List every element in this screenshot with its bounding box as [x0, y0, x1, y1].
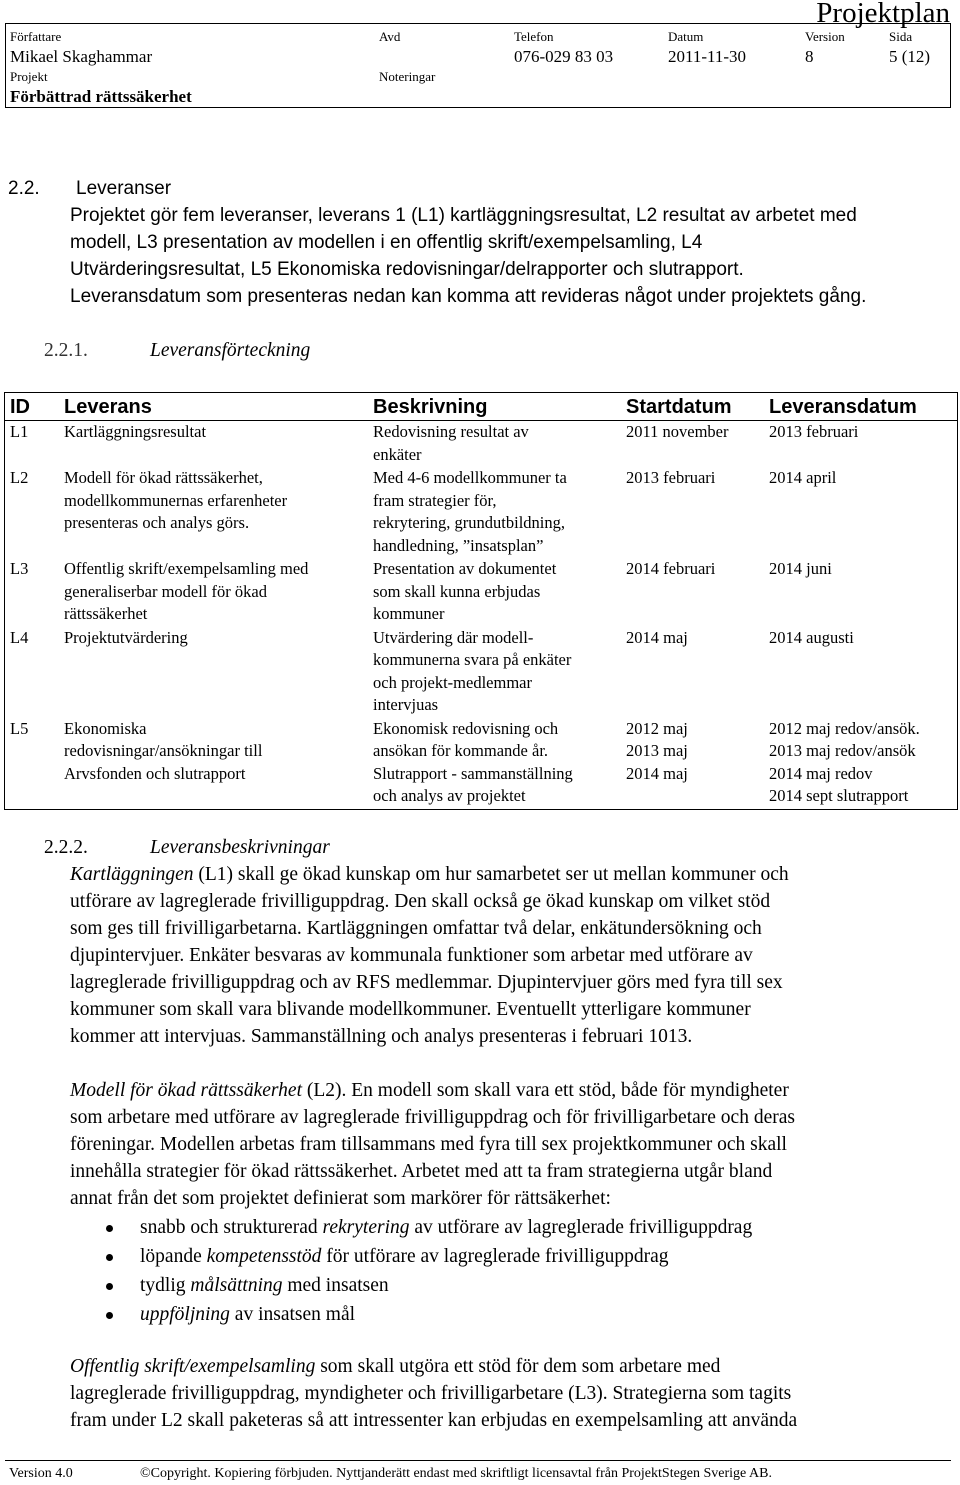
cell-beskrivning: [373, 627, 626, 718]
author-label: Författare: [10, 29, 62, 44]
text-run: med insatsen: [282, 1275, 389, 1296]
emphasis: kompetensstöd: [206, 1246, 322, 1267]
version-label: Version: [805, 29, 845, 44]
cell-line: som skall kunna erbjudas: [373, 581, 541, 601]
text-line: modell, L3 presentation av modellen i en offentlig skrift/exempelsamling, L4: [70, 232, 703, 253]
cell-line: och analys av projektet: [373, 786, 526, 805]
list-item: [70, 1242, 930, 1271]
text-line: utförare av lagreglerade frivilliguppdrag. Den skall också ge ökad kunskap om vilket stöd: [70, 891, 771, 912]
cell-beskrivning: [373, 718, 626, 810]
cell-line: 2014 augusti: [769, 627, 854, 647]
notes-label: Noteringar: [379, 69, 436, 84]
cell-beskrivning: [373, 467, 626, 558]
project-value: Förbättrad rättssäkerhet: [10, 87, 192, 106]
text-line: [70, 1077, 950, 1104]
col-header-leverans: Leverans: [64, 393, 373, 421]
dept-label: Avd: [379, 29, 401, 44]
term-modell: Modell för ökad rättssäkerhet: [70, 1080, 302, 1101]
section-heading-2-2-2: [44, 836, 330, 860]
text-line: föreningar. Modellen arbetas fram tillsammans med fyra till sex projektkommuner och skall: [70, 1134, 787, 1155]
cell-line: Slutrapport - sammanställning: [373, 763, 573, 783]
text-run: (L1) skall ge ökad kunskap om hur samarbetet ser ut mellan kommuner och: [193, 864, 789, 885]
text-run: som skall utgöra ett stöd för dem som arbetare med: [315, 1356, 721, 1377]
cell-leveransdatum: [769, 627, 958, 718]
cell-line: redovisningar/ansökningar till: [64, 741, 263, 760]
table-row: [5, 627, 958, 718]
text-run: snabb och strukturerad: [140, 1217, 323, 1238]
cell-line: 2014 maj redov: [769, 763, 873, 783]
section-title: Leveransförteckning: [150, 340, 311, 361]
cell-line: Ekonomisk redovisning och: [373, 718, 559, 738]
document-type-title: Projektplan: [816, 0, 950, 29]
cell-line: Arvsfonden och slutrapport: [64, 763, 246, 783]
section-title: Leveransbeskrivningar: [150, 837, 330, 858]
text-line: Utvärderingsresultat, L5 Ekonomiska redovisningar/delrapporter och slutrapport.: [70, 259, 744, 280]
cell-beskrivning: [373, 421, 626, 468]
cell-id: L3: [10, 559, 29, 578]
cell-startdatum: [626, 718, 769, 810]
cell-line: Med 4-6 modellkommuner ta: [373, 468, 567, 487]
cell-line: och projekt-medlemmar: [373, 672, 532, 692]
emphasis: rekrytering: [322, 1217, 410, 1238]
col-header-leveransdatum: Leveransdatum: [769, 393, 958, 421]
cell-line: 2013 maj redov/ansök: [769, 741, 916, 760]
cell-line: Utvärdering där modell-: [373, 627, 534, 647]
cell-leverans: [64, 627, 373, 718]
cell-line: 2014 sept slutrapport: [769, 786, 909, 805]
text-line: djupintervjuer. Enkäter besvaras av kommunala funktioner som arbetar med utförare av: [70, 945, 753, 966]
cell-line: Redovisning resultat av: [373, 422, 529, 441]
text-line: innehålla strategier för ökad rättssäkerhet. Arbetet med att ta fram strategierna utgår bland: [70, 1161, 773, 1182]
cell-leveransdatum: [769, 558, 958, 627]
table-row: [5, 718, 958, 810]
cell-beskrivning: [373, 558, 626, 627]
cell-line: 2014 maj: [626, 627, 688, 647]
text-line: kommuner som skall vara blivande modellkommuner. Eventuellt ytterligare kommuner: [70, 999, 751, 1020]
term-kartlaggningen: Kartläggningen: [70, 864, 194, 885]
text-run: för utförare av lagreglerade frivilliguppdrag: [321, 1246, 669, 1267]
cell-line: rekrytering, grundutbildning,: [373, 513, 566, 532]
text-line: Projektet gör fem leveranser, leverans 1 (L1) kartläggningsresultat, L2 resultat av arbetet med: [70, 205, 857, 226]
page-label: Sida: [889, 29, 913, 44]
cell-line: generaliserbar modell för ökad: [64, 581, 267, 601]
cell-line: presenteras och analys görs.: [64, 513, 250, 532]
emphasis: uppföljning: [140, 1304, 230, 1325]
text-line: som arbetare med utförare av lagreglerade frivilliguppdrag och för frivilligarbetare och deras: [70, 1107, 795, 1128]
text-line: Leveransdatum som presenteras nedan kan komma att revideras något under projektets gång.: [70, 286, 867, 307]
text-line: [70, 1353, 950, 1380]
section-title: Leveranser: [76, 178, 172, 199]
cell-line: kommuner: [373, 604, 445, 623]
page-value: 5 (12): [889, 47, 931, 66]
text-line: kommer att intervjuas. Sammanställning och analys presenteras i februari 1013.: [70, 1026, 693, 1047]
table-header-row: [5, 393, 958, 421]
section-number: 2.2.: [8, 178, 40, 199]
phone-label: Telefon: [514, 29, 554, 44]
footer-copyright: ©Copyright. Kopiering förbjuden. Nyttjanderätt endast med skriftligt licensavtal från ProjektStegen Sverige AB.: [140, 1466, 772, 1481]
cell-line: 2014 februari: [626, 559, 716, 578]
version-value: 8: [805, 47, 814, 66]
table-row: [5, 467, 958, 558]
cell-line: Modell för ökad rättssäkerhet,: [64, 468, 263, 487]
cell-leveransdatum: [769, 421, 958, 468]
term-offentlig-skrift: Offentlig skrift/exempelsamling: [70, 1356, 316, 1377]
text-run: (L2). En modell som skall vara ett stöd, både för myndigheter: [302, 1080, 789, 1101]
paragraph-modell: [70, 1077, 950, 1212]
text-run: av insatsen mål: [229, 1304, 356, 1325]
cell-line: 2013 februari: [769, 422, 859, 441]
text-line: fram under L2 skall paketeras så att intressenter kan erbjudas en exempelsamling att använda: [70, 1410, 798, 1431]
cell-leverans: [64, 718, 373, 810]
cell-line: 2011 november: [626, 422, 729, 441]
table-row: [5, 558, 958, 627]
text-line: lagreglerade frivilliguppdrag, myndigheter och frivilligarbetare (L3). Strategierna som tagits: [70, 1383, 792, 1404]
cell-id: L5: [10, 718, 29, 738]
section-number: 2.2.1.: [44, 340, 88, 361]
cell-line: 2012 maj redov/ansök.: [769, 718, 920, 738]
text-line: annat från det som projektet definierat som markörer för rättsäkerhet:: [70, 1188, 611, 1209]
cell-line: modellkommunernas erfarenheter: [64, 490, 288, 510]
cell-id: L4: [10, 627, 29, 647]
cell-leverans: [64, 421, 373, 468]
text-line: lagreglerade frivilliguppdrag och av RFS medlemmar. Djupintervjuer görs med fyra till sex: [70, 972, 783, 993]
cell-leveransdatum: [769, 718, 958, 810]
project-label: Projekt: [10, 69, 48, 84]
text-line: [70, 861, 950, 888]
rattssakerhet-markers-list: [70, 1213, 930, 1329]
cell-line: Offentlig skrift/exempelsamling med: [64, 559, 309, 578]
phone-value: 076-029 83 03: [514, 47, 614, 66]
col-header-id: ID: [5, 393, 65, 421]
cell-line: Projektutvärdering: [64, 627, 188, 647]
cell-leverans: [64, 467, 373, 558]
col-header-beskrivning: Beskrivning: [373, 393, 626, 421]
cell-line: 2012 maj: [626, 718, 688, 738]
date-value: 2011-11-30: [668, 47, 747, 66]
cell-line: enkäter: [373, 444, 422, 464]
cell-id: L1: [10, 422, 29, 441]
cell-line: handledning, ”insatsplan”: [373, 535, 544, 555]
cell-line: Kartläggningsresultat: [64, 422, 207, 441]
cell-line: intervjuas: [373, 695, 439, 714]
paragraph-offentlig-skrift: [70, 1353, 950, 1434]
list-item: [70, 1213, 930, 1242]
table-row: [5, 421, 958, 468]
cell-startdatum: [626, 421, 769, 468]
deliverables-table: [4, 392, 958, 810]
section-number: 2.2.2.: [44, 837, 88, 858]
footer-version: Version 4.0: [9, 1466, 73, 1481]
cell-line: ansökan för kommande år.: [373, 741, 549, 760]
cell-startdatum: [626, 558, 769, 627]
cell-line: kommunerna svara på enkäter: [373, 650, 572, 669]
cell-line: Ekonomiska: [64, 718, 147, 738]
author-value: Mikael Skaghammar: [10, 47, 153, 66]
text-run: tydlig: [140, 1275, 191, 1296]
col-header-startdatum: Startdatum: [626, 393, 769, 421]
text-run: av utförare av lagreglerade frivilliguppdrag: [409, 1217, 753, 1238]
cell-line: 2014 maj: [626, 763, 688, 783]
cell-leverans: [64, 558, 373, 627]
text-run: löpande: [140, 1246, 207, 1267]
document-header-box: [5, 23, 951, 108]
cell-startdatum: [626, 627, 769, 718]
text-line: som ges till frivilligarbetarna. Kartläggningen omfattar två delar, enkätundersökning och: [70, 918, 762, 939]
cell-line: fram strategier för,: [373, 490, 497, 510]
cell-line: 2013 maj: [626, 741, 688, 760]
cell-line: 2014 juni: [769, 559, 832, 578]
footer-divider: [5, 1460, 951, 1461]
cell-startdatum: [626, 467, 769, 558]
list-item: [70, 1271, 930, 1300]
cell-leveransdatum: [769, 467, 958, 558]
section-heading-2-2-1: [44, 339, 310, 363]
cell-line: Presentation av dokumentet: [373, 559, 557, 578]
section-2-2-body: [70, 202, 950, 310]
cell-line: 2013 februari: [626, 468, 716, 487]
date-label: Datum: [668, 29, 704, 44]
list-item: [70, 1300, 930, 1329]
paragraph-kartlaggning: [70, 861, 950, 1050]
emphasis: målsättning: [190, 1275, 283, 1296]
cell-line: rättssäkerhet: [64, 604, 148, 623]
cell-line: 2014 april: [769, 468, 837, 487]
cell-id: L2: [10, 468, 29, 487]
section-heading-2-2: [8, 175, 171, 202]
